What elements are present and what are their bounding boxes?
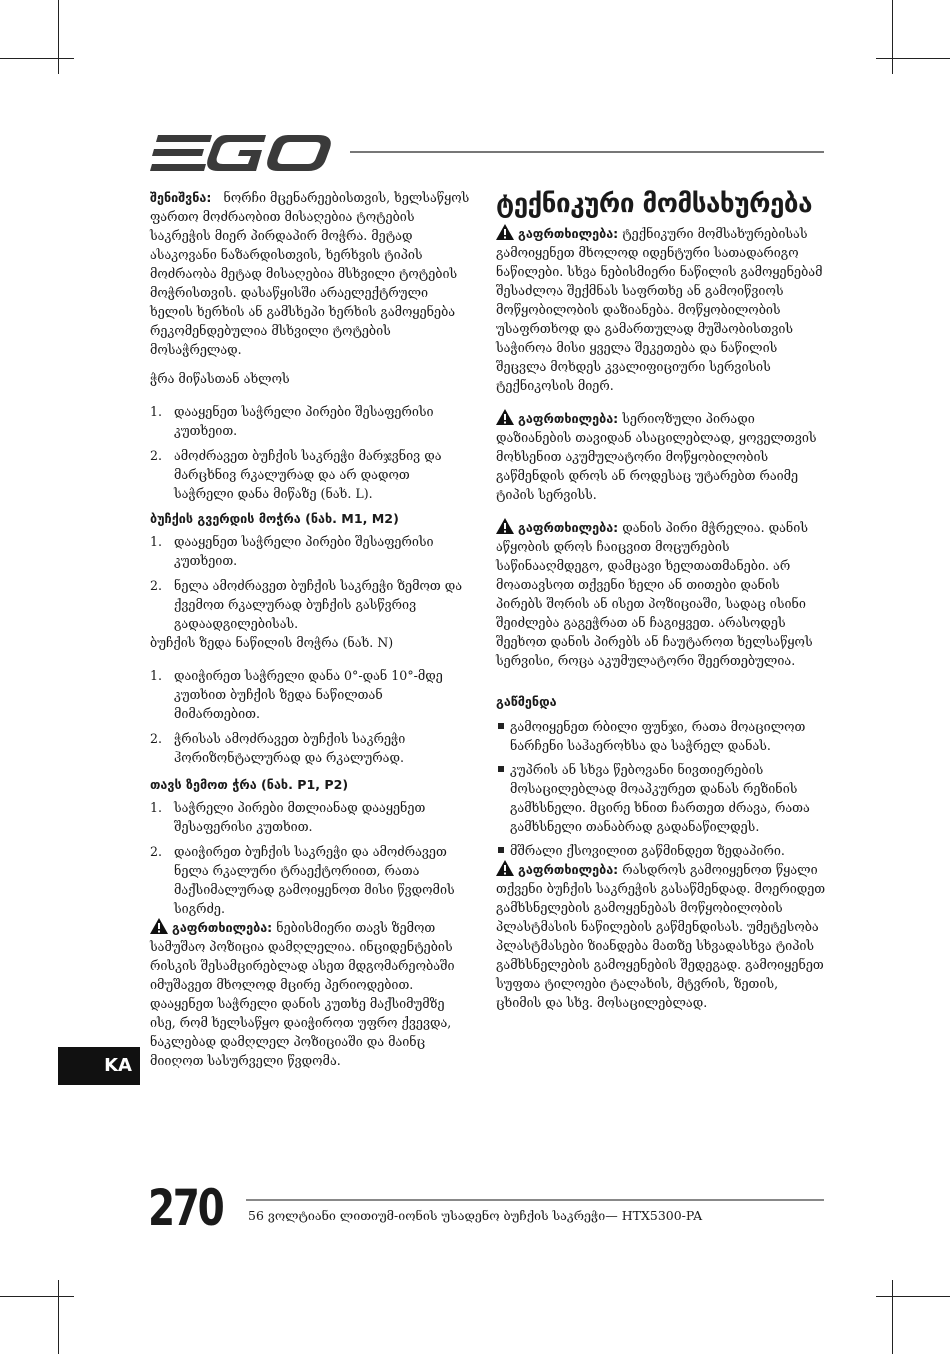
warning-icon — [496, 518, 514, 534]
footer-rule — [246, 1199, 824, 1201]
list-item: გამოიყენეთ რბილი ფუნჯი, რათა მოაცილოთ ნარჩენი საჰაეროხსა და საჭრელ დანას. — [496, 717, 826, 755]
section-top-cutting-title: ბუჩქის ზედა ნაწილის მოჭრა (ნახ. N) — [150, 635, 394, 650]
warning-label: გაფრთხილება: — [518, 226, 619, 241]
overhead-warning — [150, 918, 470, 1070]
list-item: 1. დააყენეთ საჭრელი პირები შესაფერისი კუთხეით. — [150, 534, 434, 568]
section-overhead-cutting-list — [150, 798, 470, 918]
warning-text: დანის პირი მჭრელია. დანის აწყობის დროს ჩაიცვით მოცურების საწინააღმდეგო, დამცავი ხელთათმანები. არ მოათავსოთ თქვენი ხელი ან თითები დანის პირებს შორის ან ისეთ პოზიციაში, სადაც ისინი შეიძლება გაგეჭრათ ან ჩაგიყვეთ. არასოდეს შეეხოთ დანის პირებს ან ჩაუტაროთ ხელსაწყოს სერვისი, როცა აკუმულატორი შეერთებულია. — [496, 520, 813, 668]
right-column — [496, 188, 826, 1022]
footer-doc-title: 56 ვოლტიანი ლითიუმ-იონის უსადენო ბუჩქის საკრეჭი— HTX5300-PA — [248, 1208, 703, 1223]
section-overhead-cutting-title: თავს ზემოთ ჭრა (ნახ. P1, P2) — [150, 777, 349, 792]
left-column — [150, 188, 470, 1080]
header-rule — [350, 151, 824, 153]
warning-icon — [496, 860, 514, 876]
list-item: 1. დაიჭირეთ საჭრელი დანა 0°-დან 10°-მდე კუთხით ბუჩქის ზედა ნაწილთან მიმართებით. — [150, 668, 443, 721]
warning-icon — [150, 918, 168, 934]
maintenance-warning-1 — [496, 224, 826, 395]
note-paragraph — [150, 188, 470, 359]
warning-text: სერიოზული პირადი დაზიანების თავიდან ასაცილებლად, ყოველთვის მოხსენით აკუმულატორი მოწყობილობის გაწმენდის დროს ან როდესაც უტარებთ რაიმე ტიპის სერვისს. — [496, 411, 817, 502]
crop-mark — [58, 0, 59, 74]
crop-mark — [0, 58, 74, 59]
cleaning-list — [496, 717, 826, 860]
crop-mark — [876, 58, 950, 59]
maintenance-warning-2 — [496, 409, 826, 504]
note-label: შენიშვნა: — [150, 190, 212, 205]
warning-icon — [496, 224, 514, 240]
list-item: 1. საჭრელი პირები მთლიანად დააყენეთ შესაფერისი კუთხით. — [150, 800, 426, 834]
note-text: ნორჩი მცენარეებისთვის, ხელსაწყოს ფართო მოძრაობით მისაღებია ტოტების საკრეჭის მიერ პირდაპირ მოჭრა. მეტად ასაკოვანი ნაზარდისთვის, ხერხვის ტიპის მოძრაობა მეტად მისაღებია მსხვილი ტოტების მოჭრისთვის. დასაწყისში არაელექტრული ხელის ხერხის ან გამსხეპი ხერხის გამოყენება რეკომენდებულია მსხვილი ტოტების მოსაჭრელად. — [150, 190, 470, 357]
list-item: 2. დაიჭირეთ ბუჩქის საკრეჭი და ამოძრავეთ ნელა რკალური ტრაექტორიით, რათა მაქსიმალურად გამოიყენოთ მისი წვდომის სიგრძე. — [150, 844, 455, 916]
maintenance-warning-3 — [496, 518, 826, 670]
cleaning-title: გაწმენდა — [496, 694, 557, 709]
list-item: 1. დააყენეთ საჭრელი პირები შესაფერისი კუთხეით. — [150, 404, 434, 438]
list-item: 2. ამოძრავეთ ბუჩქის საკრეჭი მარჯვნივ და მარცხნივ რკალურად და არ დადოთ საჭრელი დანა მიწაზე (ნახ. L). — [150, 448, 442, 501]
maintenance-title: ტექნიკური მომსახურება — [496, 189, 812, 219]
ego-logo — [150, 135, 332, 171]
list-item: 2. ნელა ამოძრავეთ ბუჩქის საკრეჭი ზემოთ და ქვემოთ რკალურად ბუჩქის გასწვრივ გადაადგილებისას. — [150, 578, 463, 631]
warning-label: გაფრთხილება: — [518, 520, 619, 535]
section-side-cutting-list — [150, 532, 470, 633]
warning-text: ნებისმიერი თავს ზემოთ სამუშაო პოზიცია დამღლელია. ინციდენტების რისკის შესამცირებლად ასეთ მდგომარეობაში იმუშავეთ მხოლოდ მცირე პერიოდებით. დააყენეთ საჭრელი დანის კუთხე მაქსიმუმზე ისე, რომ ხელსაწყო დაიჭიროთ უფრო ქვევდა, ნაკლებად დამღლელ პოზიციაში და მაინც მიიღოთ სასურველი წვდომა. — [150, 920, 455, 1068]
crop-mark — [892, 0, 893, 74]
bullet-icon — [498, 847, 504, 853]
warning-text: რასდროს გამოიყენოთ წყალი თქვენი ბუჩქის საკრეჭის გასაწმენდად. მოერიდეთ გამხსნელების გამოყენებას მოწყობილობის პლასტმასის ნაწილების გაწმენდისას. უმეტესობა პლასტმასები ზიანდება მათზე სხვადასხვა ტიპის გამხსნელების გამოყენების შედეგად. გამოიყენეთ სუფთა ტილოები ტალახის, მტვრის, ზეთის, ცხიმის და სხვ. მოსაცილებლად. — [496, 862, 826, 1010]
warning-label: გაფრთხილება: — [518, 411, 619, 426]
list-item: 2. ჭრისას ამოძრავეთ ბუჩქის საკრეჭი ჰორიზონტალურად და რკალურად. — [150, 731, 406, 765]
section-cutting-near-ground-title: ჭრა მიწასთან ახლოს — [150, 371, 290, 386]
warning-icon — [496, 409, 514, 425]
crop-mark — [0, 1296, 74, 1297]
warning-text: ტექნიკური მომსახურებისას გამოიყენეთ მხოლოდ იდენტური სათადარიგო ნაწილები. სხვა ნებისმიერი ნაწილის გამოყენებამ შესაძლოა შექმნას საფრთხე ან გამოიწვიოს მოწყობილობის დაზიანება. მოწყობილობის უსაფრთხოდ და გამართულად მუშაობისთვის საჭიროა მისი ყველა შეკეთება და ნაწილის შეცვლა მოხდეს კვალიფიციური სერვისის ტექნიკოსის მიერ. — [496, 226, 823, 393]
page-number: 270 — [148, 1179, 223, 1237]
section-cutting-near-ground-list — [150, 402, 470, 503]
language-tab: KA — [58, 1047, 140, 1085]
section-top-cutting-list — [150, 666, 470, 767]
warning-label: გაფრთხილება: — [518, 862, 619, 877]
crop-mark — [58, 1280, 59, 1354]
bullet-icon — [498, 723, 504, 729]
section-side-cutting-title: ბუჩქის გვერდის მოჭრა (ნახ. M1, M2) — [150, 511, 399, 526]
warning-label: გაფრთხილება: — [172, 920, 273, 935]
crop-mark — [892, 1280, 893, 1354]
list-item: მშრალი ქსოვილით გაწმინდეთ ზედაპირი. — [496, 841, 826, 860]
list-item: კუპრის ან სხვა წებოვანი ნივთიერების მოსაცილებლად მოაპკურეთ დანას რეზინის გამხსნელი. მცირე ხნით ჩართეთ ძრავა, რათა გამხსნელი თანაბრად გადანაწილდეს. — [496, 760, 826, 836]
cleaning-warning — [496, 860, 826, 1012]
crop-mark — [876, 1296, 950, 1297]
bullet-icon — [498, 766, 504, 772]
